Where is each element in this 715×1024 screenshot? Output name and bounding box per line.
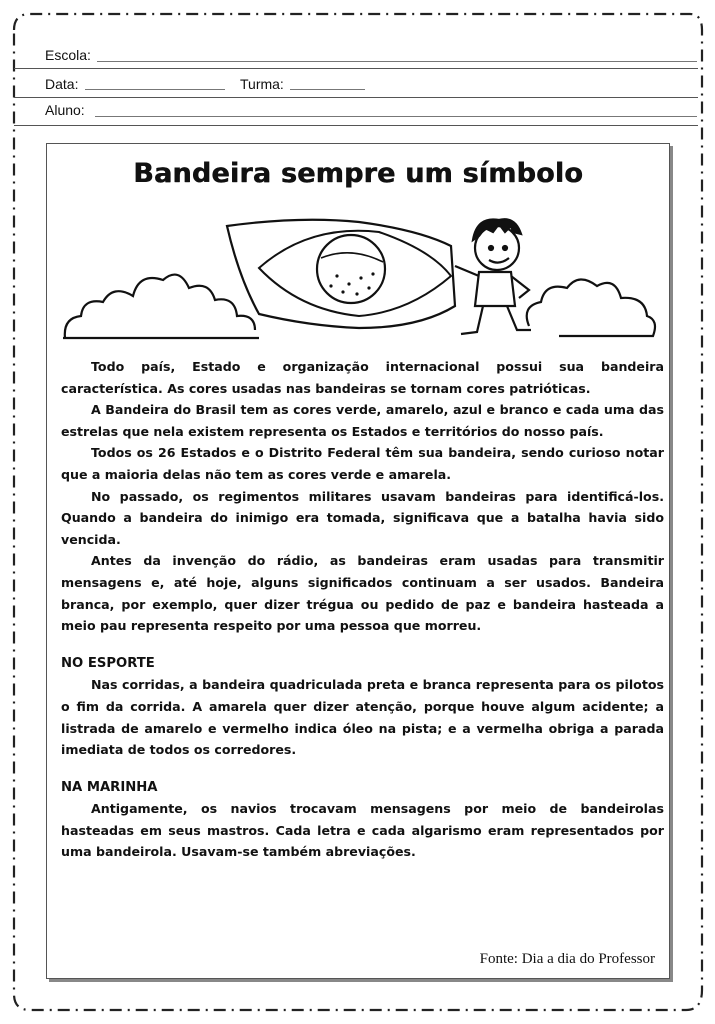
article-card xyxy=(46,143,670,979)
article-paragraph: Todos os 26 Estados e o Distrito Federal têm sua bandeira, sendo curioso notar que a maioria delas não tem as cores verde e amarela. xyxy=(61,445,664,482)
student-field[interactable] xyxy=(95,116,697,117)
cloud-right-icon xyxy=(527,279,655,336)
class-label: Turma: xyxy=(240,76,284,92)
student-label: Aluno: xyxy=(45,102,85,118)
article-paragraph: Todo país, Estado e organização internacional possui sua bandeira característica. As cores usadas nas bandeiras se tornam cores patrióticas. xyxy=(61,359,664,396)
boy-with-flag-illustration xyxy=(59,206,659,366)
header-divider xyxy=(14,125,698,126)
section-heading-esporte: NO ESPORTE xyxy=(61,655,155,671)
cloud-left-icon xyxy=(65,275,255,338)
article-paragraph: Antes da invenção do rádio, as bandeiras eram usadas para transmitir mensagens e, até hoje, alguns significados continuam a ser usados. Bandeira branca, por exemplo, quer dizer trégua ou pedido de paz e bandeira hasteada a meio pau representa respeito por uma pessoa que morreu. xyxy=(61,553,664,634)
boy-icon xyxy=(455,219,531,334)
header-divider xyxy=(14,68,698,69)
section-text-marinha: Antigamente, os navios trocavam mensagens por meio de bandeirolas hasteadas em seus mastros. Cada letra e cada algarismo eram representados por uma bandeirola. Usavam-se também abreviações. xyxy=(61,801,664,860)
article-paragraph: No passado, os regimentos militares usavam bandeiras para identificá-los. Quando a bandeira do inimigo era tomada, significava que a batalha havia sido vencida. xyxy=(61,488,664,547)
class-field[interactable] xyxy=(290,89,365,90)
source-credit: Fonte: Dia a dia do Professor xyxy=(479,951,655,967)
article-body xyxy=(61,356,664,863)
header-divider xyxy=(14,97,698,98)
date-label: Data: xyxy=(45,76,79,92)
article-paragraph: A Bandeira do Brasil tem as cores verde, amarelo, azul e branco e cada uma das estrelas que nela existem representa os Estados e territórios do nosso país. xyxy=(61,402,664,439)
section-text-esporte: Nas corridas, a bandeira quadriculada preta e branca representa para os pilotos o fim da corrida. A amarela quer dizer atenção, porque houve algum acidente; a listrada de amarelo e vermelho indica óleo na pista; e a vermelha obriga a parada imediata de todos os corredores. xyxy=(61,677,664,758)
school-label: Escola: xyxy=(45,47,91,63)
article-title: Bandeira sempre um símbolo xyxy=(133,158,583,189)
school-field[interactable] xyxy=(97,61,697,62)
section-heading-marinha: NA MARINHA xyxy=(61,779,158,795)
date-field[interactable] xyxy=(85,89,225,90)
